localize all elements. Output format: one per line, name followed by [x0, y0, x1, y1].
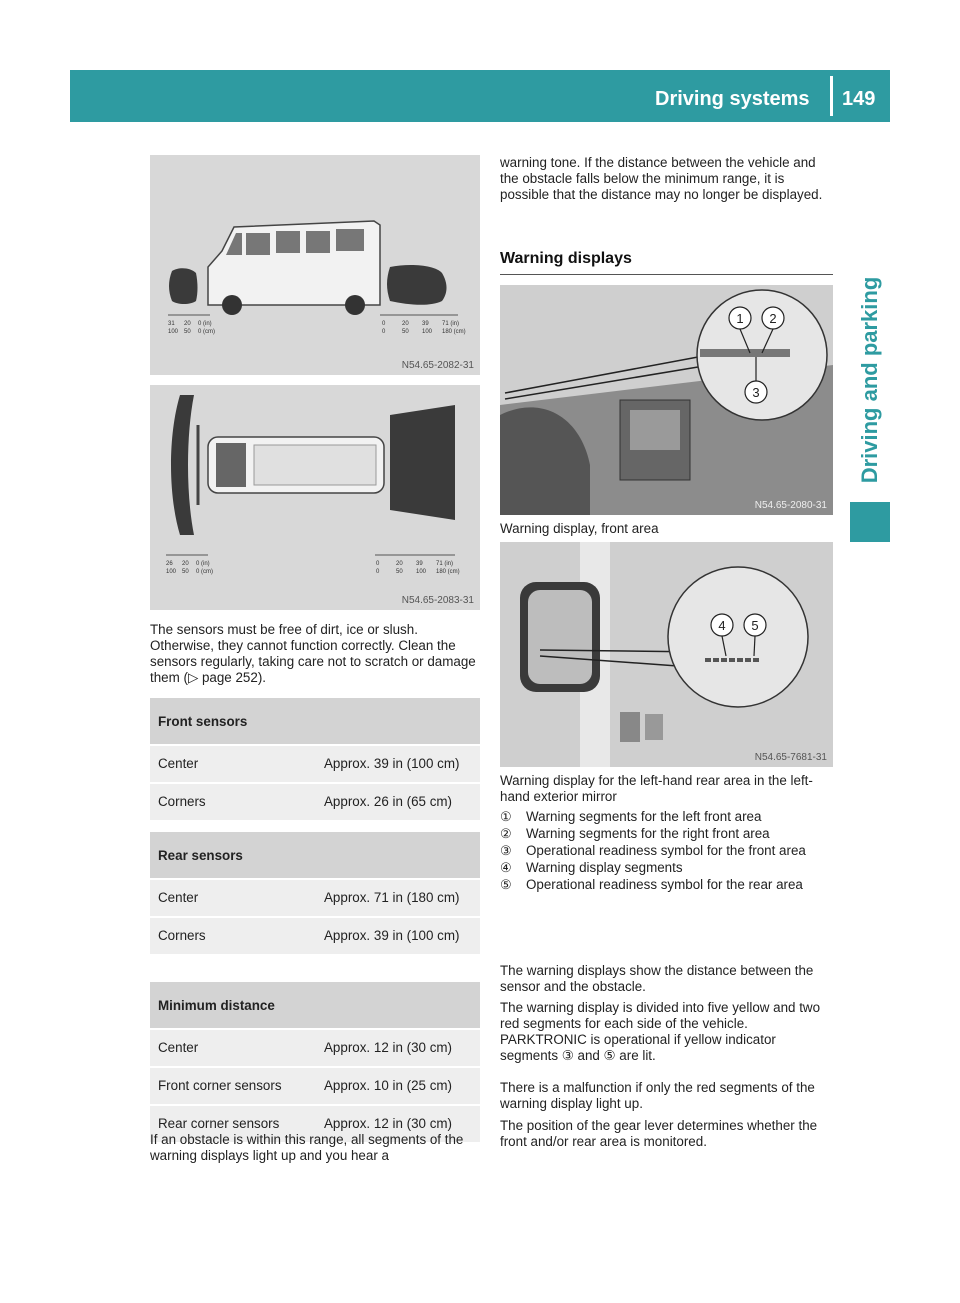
legend-item [500, 826, 833, 842]
top-view-illustration [150, 385, 480, 610]
legend-item [500, 843, 833, 859]
rear-scale-ruler [380, 315, 466, 335]
figure-side-view [150, 155, 480, 375]
top-front-cm-1: 50 [182, 569, 189, 575]
front-scale-in-0: 31 [168, 321, 175, 327]
legend-item [500, 877, 833, 893]
top-rear-scale [375, 555, 460, 575]
top-front-in-2: 0 (in) [196, 561, 210, 567]
legend-mark: ① [500, 809, 512, 824]
front-display-illustration [500, 285, 833, 515]
row-value: Approx. 12 in (30 cm) [316, 1029, 480, 1067]
front-sensor-arc [171, 395, 194, 535]
figure-code: N54.65-2083-31 [401, 595, 474, 606]
paragraph-distance: The warning displays show the distance between the sensor and the obstacle. [500, 963, 814, 994]
front-display-caption: Warning display, front area [500, 521, 659, 536]
rear-scale-cm-3: 180 (cm) [442, 329, 466, 335]
continued-paragraph: warning tone. If the distance between the vehicle and the obstacle falls below the minimum range, it is possible that the distance may no longer be displayed. [500, 155, 823, 202]
top-front-in-1: 20 [182, 561, 189, 567]
legend-text: Warning display segments [526, 860, 683, 875]
front-scale-cm-2: 0 (cm) [198, 329, 215, 335]
row-value: Approx. 10 in (25 cm) [316, 1067, 480, 1105]
row-value: Approx. 39 in (100 cm) [316, 917, 480, 954]
minimum-distance-table [150, 982, 480, 1142]
figure-front-display [500, 285, 833, 515]
top-front-scale [166, 555, 213, 575]
paragraph-gear-lever: The position of the gear lever determines whether the front and/or rear area is monitored. [500, 1118, 818, 1149]
callout-4: 4 [718, 618, 726, 633]
obstacle-paragraph: If an obstacle is within this range, all segments of the warning displays light up and you hear a [150, 1132, 464, 1163]
side-tab-marker [850, 502, 890, 542]
row-label: Corners [150, 917, 316, 954]
rear-scale-cm-0: 0 [382, 329, 386, 335]
page-section-title: Driving systems [655, 88, 810, 110]
top-front-in-0: 26 [166, 561, 173, 567]
paragraph-segments: The warning display is divided into five yellow and two red segments for each side of the vehicle. PARKTRONIC is operational if yellow indicator segments ③ and ⑤ are lit. [500, 1000, 821, 1063]
rear-sensors-heading: Rear sensors [150, 832, 480, 879]
table-row [150, 1067, 480, 1105]
front-scale-cm-0: 100 [168, 329, 179, 335]
figure-rear-display [500, 542, 833, 767]
callout-2: 2 [769, 311, 777, 326]
row-label: Rear corner sensors [150, 1105, 316, 1142]
top-rear-cm-2: 100 [416, 569, 427, 575]
top-rear-in-0: 0 [376, 561, 380, 567]
callout-legend [500, 809, 833, 894]
legend-mark: ③ [500, 843, 512, 858]
page-number: 149 [842, 88, 876, 110]
top-front-cm-0: 100 [166, 569, 177, 575]
legend-text: Operational readiness symbol for the front area [526, 843, 806, 858]
row-value: Approx. 26 in (65 cm) [316, 783, 480, 820]
front-sensors-heading: Front sensors [150, 698, 480, 745]
front-scale-in-1: 20 [184, 321, 191, 327]
minimum-distance-heading: Minimum distance [150, 982, 480, 1029]
warning-displays-heading: Warning displays [500, 250, 632, 267]
callout-3: 3 [752, 385, 760, 400]
top-rear-in-2: 39 [416, 561, 423, 567]
rear-sensor-zone [390, 405, 455, 520]
legend-text: Warning segments for the left front area [526, 809, 762, 824]
legend-mark: ④ [500, 860, 512, 875]
rear-display-illustration [500, 542, 833, 767]
legend-item [500, 860, 833, 876]
table-row [150, 1029, 480, 1067]
row-label: Center [150, 1029, 316, 1067]
row-label: Corners [150, 783, 316, 820]
row-value: Approx. 12 in (30 cm) [316, 1105, 480, 1142]
rear-sensors-table [150, 832, 480, 954]
front-sensor-zone [169, 268, 198, 304]
van-top-icon [208, 437, 384, 493]
row-label: Center [150, 745, 316, 783]
table-row [150, 745, 480, 783]
figure-code: N54.65-2082-31 [401, 360, 474, 371]
rear-scale-cm-1: 50 [402, 329, 409, 335]
legend-text: Warning segments for the right front area [526, 826, 770, 841]
legend-text: Operational readiness symbol for the rear area [526, 877, 803, 892]
side-tab-label: Driving and parking [857, 276, 882, 484]
rear-display-caption: Warning display for the left-hand rear area in the left-hand exterior mirror [500, 773, 813, 804]
rear-scale-cm-2: 100 [422, 329, 433, 335]
top-rear-in-3: 71 (in) [436, 561, 454, 567]
table-row [150, 879, 480, 917]
rear-scale-in-1: 20 [402, 321, 409, 327]
side-section [850, 240, 890, 510]
sensors-paragraph: The sensors must be free of dirt, ice or slush. Otherwise, they cannot function correctly. Clean the sensors regularly, taking care not to scratch or damage them (▷ page 252). [150, 622, 476, 685]
van-side-icon [208, 221, 380, 315]
front-scale-in-2: 0 (in) [198, 321, 212, 327]
figure-code: N54.65-2080-31 [754, 500, 827, 511]
rear-scale-in-3: 71 (in) [442, 321, 460, 327]
row-value: Approx. 71 in (180 cm) [316, 879, 480, 917]
front-scale-ruler [168, 315, 215, 335]
rear-sensor-zone [387, 265, 447, 305]
legend-item [500, 809, 833, 825]
table-row [150, 917, 480, 954]
paragraph-malfunction: There is a malfunction if only the red segments of the warning display light up. [500, 1080, 815, 1111]
top-rear-cm-3: 180 (cm) [436, 569, 460, 575]
callout-1: 1 [736, 311, 744, 326]
front-scale-cm-1: 50 [184, 329, 191, 335]
side-view-illustration [150, 155, 480, 375]
legend-mark: ② [500, 826, 512, 841]
figure-code: N54.65-7681-31 [754, 752, 827, 763]
row-label: Center [150, 879, 316, 917]
front-sensors-table [150, 698, 480, 820]
top-rear-cm-1: 50 [396, 569, 403, 575]
top-front-cm-2: 0 (cm) [196, 569, 213, 575]
row-value: Approx. 39 in (100 cm) [316, 745, 480, 783]
table-row [150, 783, 480, 820]
figure-top-view [150, 385, 480, 610]
legend-mark: ⑤ [500, 877, 512, 892]
header-divider [830, 76, 833, 116]
rear-scale-in-0: 0 [382, 321, 386, 327]
top-rear-cm-0: 0 [376, 569, 380, 575]
row-label: Front corner sensors [150, 1067, 316, 1105]
heading-rule [500, 274, 833, 275]
top-rear-in-1: 20 [396, 561, 403, 567]
rear-scale-in-2: 39 [422, 321, 429, 327]
callout-5: 5 [751, 618, 759, 633]
